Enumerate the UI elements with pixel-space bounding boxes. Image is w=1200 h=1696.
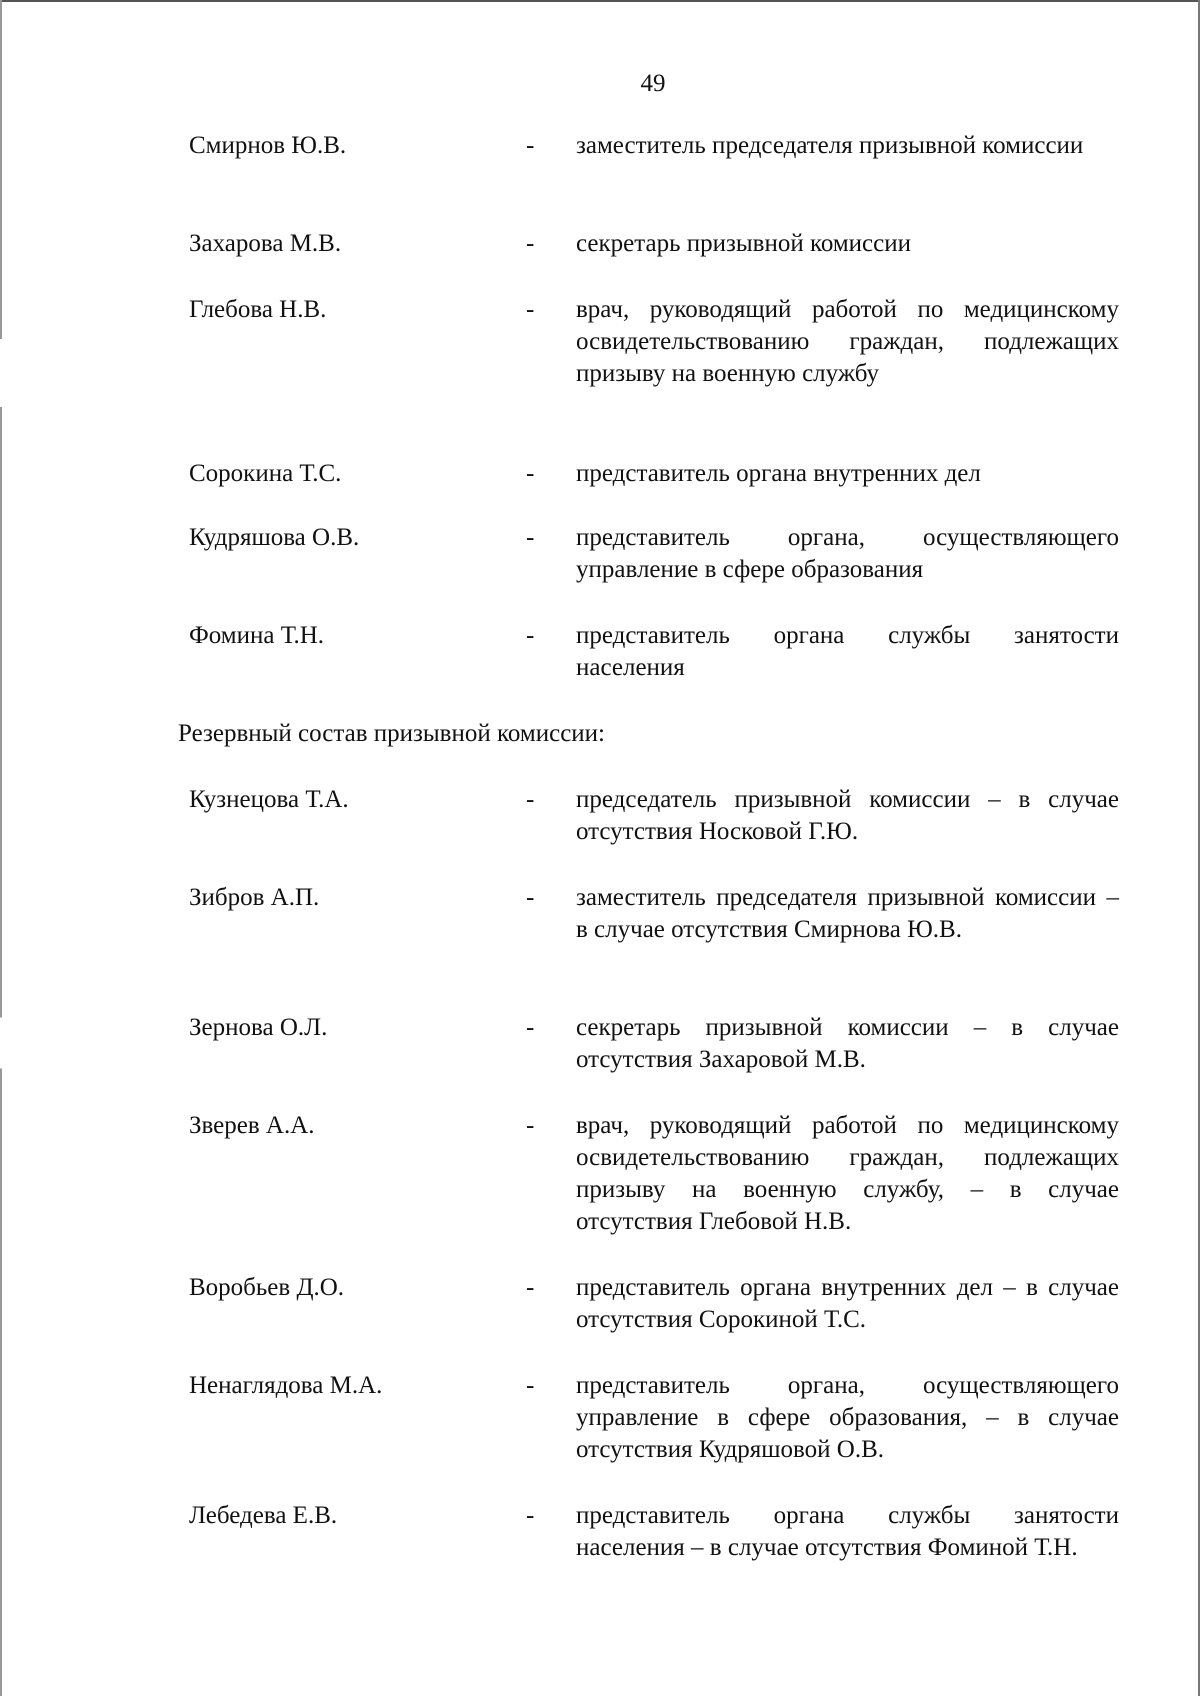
member-name: Фомина Т.Н. [189, 622, 325, 649]
member-name: Кудряшова О.В. [189, 524, 360, 551]
member-role: заместитель председателя призывной комиссии – в случае отсутствия Смирнова Ю.В. [576, 884, 1119, 943]
member-dash: - [526, 884, 535, 911]
member-role: председатель призывной комиссии – в случае отсутствия Носковой Г.Ю. [576, 786, 1119, 845]
member-dash: - [526, 622, 535, 649]
member-name: Зверев А.А. [189, 1112, 315, 1139]
member-dash: - [526, 230, 535, 257]
member-dash: - [526, 1014, 535, 1041]
member-name: Воробьев Д.О. [189, 1274, 345, 1301]
member-role: секретарь призывной комиссии – в случае отсутствия Захаровой М.В. [576, 1014, 1119, 1073]
member-entry [189, 458, 1119, 490]
member-role: заместитель председателя призывной комиссии [576, 132, 1084, 159]
member-name: Кузнецова Т.А. [189, 786, 349, 813]
member-dash: - [526, 1274, 535, 1301]
member-role: представитель органа, осуществляющего управление в сфере образования, – в случае отсутствия Кудряшовой О.В. [576, 1372, 1119, 1463]
page-number: 49 [640, 70, 666, 97]
scan-edge-left [0, 0, 2, 1696]
member-role: врач, руководящий работой по медицинскому освидетельствованию граждан, подлежащих призыву на военную службу [576, 296, 1119, 387]
member-role: представитель органа внутренних дел [576, 460, 981, 487]
member-entry [189, 1012, 1119, 1076]
member-dash: - [526, 296, 535, 323]
member-dash: - [526, 786, 535, 813]
member-entry [189, 784, 1119, 848]
member-entry [189, 522, 1119, 586]
member-entry [189, 1110, 1119, 1238]
member-entry [189, 1500, 1119, 1564]
scan-edge-top [0, 0, 1200, 2]
member-entry [189, 294, 1119, 390]
member-name: Лебедева Е.В. [189, 1502, 338, 1529]
member-entry [189, 228, 1119, 260]
member-dash: - [526, 132, 535, 159]
member-role: секретарь призывной комиссии [576, 230, 912, 257]
reserve-heading: Резервный состав призывной комиссии: [178, 720, 605, 747]
member-name: Захарова М.В. [189, 230, 342, 257]
member-dash: - [526, 1372, 535, 1399]
member-name: Ненаглядова М.А. [189, 1372, 383, 1399]
member-role: представитель органа службы занятости населения [576, 622, 1119, 681]
member-name: Смирнов Ю.В. [189, 132, 347, 159]
member-dash: - [526, 1502, 535, 1529]
member-role: представитель органа внутренних дел – в случае отсутствия Сорокиной Т.С. [576, 1274, 1119, 1333]
member-role: представитель органа службы занятости населения – в случае отсутствия Фоминой Т.Н. [576, 1502, 1119, 1561]
member-entry [189, 130, 1119, 162]
member-entry [189, 1272, 1119, 1336]
member-entry [189, 1370, 1119, 1466]
member-name: Зибров А.П. [189, 884, 320, 911]
member-dash: - [526, 1112, 535, 1139]
member-role: врач, руководящий работой по медицинскому освидетельствованию граждан, подлежащих призыву на военную службу, – в случае отсутствия Глебовой Н.В. [576, 1112, 1119, 1235]
member-name: Зернова О.Л. [189, 1014, 328, 1041]
member-name: Сорокина Т.С. [189, 460, 342, 487]
member-dash: - [526, 524, 535, 551]
member-entry [189, 882, 1119, 946]
member-dash: - [526, 460, 535, 487]
member-entry [189, 620, 1119, 684]
member-name: Глебова Н.В. [189, 296, 327, 323]
member-role: представитель органа, осуществляющего управление в сфере образования [576, 524, 1119, 583]
